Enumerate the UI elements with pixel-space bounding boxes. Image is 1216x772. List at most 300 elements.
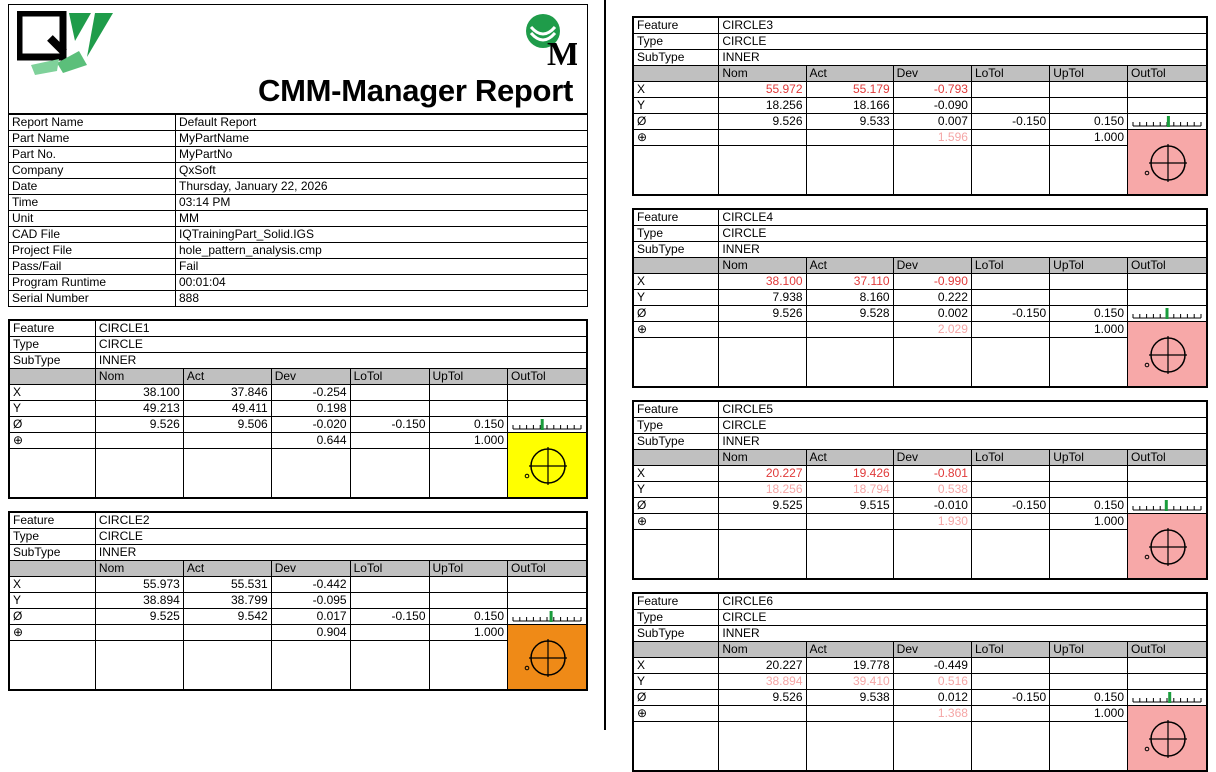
measure-row [634,114,1207,130]
status-swatch [1128,130,1207,195]
subtype-label: SubType [10,545,96,561]
out-of-tolerance-gauge [1128,690,1207,706]
info-key: Project File [9,243,176,259]
feature-block [632,592,1208,772]
measure-row [10,609,587,625]
measure-row [634,82,1207,98]
measure-label: Ø [634,690,719,706]
subtype-value: INNER [719,434,1207,450]
info-row [9,163,588,179]
measure-row [634,130,1207,146]
measure-act: 9.515 [806,498,893,514]
measure-dev: 2.029 [893,322,971,338]
type-label: Type [634,34,719,50]
measure-lotol [971,274,1049,290]
measure-row [634,498,1207,514]
circle-feature-icon [508,625,586,689]
measure-act: 9.528 [806,306,893,322]
info-value: 03:14 PM [176,195,588,211]
subtype-value: INNER [95,545,586,561]
feature-subtype-row [634,626,1207,642]
measure-header-row [10,561,587,577]
subtype-value: INNER [719,50,1207,66]
circle-feature-icon [508,433,586,497]
col-blank [634,258,719,274]
measure-lotol: -0.150 [350,417,429,433]
spacer-cell [1050,146,1128,195]
col-dev: Dev [893,450,971,466]
measure-nom: 49.213 [95,401,183,417]
info-row [9,211,588,227]
measure-act: 19.426 [806,466,893,482]
out-of-tolerance-cell [1128,658,1207,674]
measure-uptol: 1.000 [1050,322,1128,338]
measure-dev: -0.020 [271,417,350,433]
type-value: CIRCLE [719,418,1207,434]
feature-name: CIRCLE3 [719,18,1207,34]
info-key: Serial Number [9,291,176,307]
out-of-tolerance-cell [1128,290,1207,306]
out-of-tolerance-gauge [508,417,587,433]
measure-uptol [429,385,507,401]
feature-label: Feature [634,594,719,610]
measure-uptol [1050,482,1128,498]
feature-type-row [10,529,587,545]
measure-dev: -0.090 [893,98,971,114]
measure-row [634,690,1207,706]
measure-dev: 0.644 [271,433,350,449]
measure-uptol [1050,98,1128,114]
measure-uptol: 1.000 [1050,706,1128,722]
measure-row [634,674,1207,690]
info-key: Part Name [9,131,176,147]
measure-dev: -0.442 [271,577,350,593]
col-lotol: LoTol [971,450,1049,466]
report-header [8,4,588,114]
info-value: QxSoft [176,163,588,179]
info-row [9,115,588,131]
measure-nom: 9.526 [719,306,806,322]
measure-dev: -0.801 [893,466,971,482]
col-uptol: UpTol [1050,450,1128,466]
col-lotol: LoTol [350,369,429,385]
measure-nom [719,706,806,722]
measure-act: 49.411 [183,401,271,417]
measure-label: Ø [10,609,96,625]
measure-row [10,401,587,417]
spacer-cell [634,338,719,387]
feature-name-row [10,513,587,529]
measure-act: 9.533 [806,114,893,130]
measure-uptol [429,593,507,609]
type-label: Type [634,226,719,242]
info-key: Unit [9,211,176,227]
out-of-tolerance-gauge [1128,114,1207,130]
info-key: Time [9,195,176,211]
col-outtol: OutTol [508,561,587,577]
measure-nom: 18.256 [719,98,806,114]
feature-name-row [634,18,1207,34]
spacer-cell [95,641,183,690]
col-act: Act [806,66,893,82]
status-swatch [1128,706,1207,771]
feature-name-row [634,594,1207,610]
col-nom: Nom [95,369,183,385]
spacer-cell [971,722,1049,771]
status-swatch [1128,514,1207,579]
measure-dev: -0.095 [271,593,350,609]
swatch-spacer-row [10,449,587,498]
measure-nom: 9.525 [719,498,806,514]
spacer-cell [806,146,893,195]
spacer-cell [350,641,429,690]
measure-nom: 9.525 [95,609,183,625]
spacer-cell [634,722,719,771]
type-value: CIRCLE [719,610,1207,626]
measure-lotol [971,290,1049,306]
col-dev: Dev [893,642,971,658]
subtype-value: INNER [719,242,1207,258]
measure-uptol: 1.000 [429,433,507,449]
feature-subtype-row [10,353,587,369]
feature-subtype-row [634,434,1207,450]
spacer-cell [893,146,971,195]
measure-lotol: -0.150 [971,114,1049,130]
swatch-spacer-row [10,641,587,690]
spacer-cell [95,449,183,498]
measure-act: 37.110 [806,274,893,290]
circle-feature-icon [1128,130,1206,194]
feature-name: CIRCLE2 [95,513,586,529]
measure-uptol: 0.150 [1050,498,1128,514]
col-uptol: UpTol [1050,258,1128,274]
spacer-cell [806,722,893,771]
measure-dev: 1.596 [893,130,971,146]
spacer-cell [806,338,893,387]
measure-uptol [1050,674,1128,690]
measure-uptol [1050,466,1128,482]
info-value: MyPartNo [176,147,588,163]
col-blank [10,561,96,577]
measure-dev: 1.368 [893,706,971,722]
measure-label: ⊕ [634,706,719,722]
measure-dev: -0.990 [893,274,971,290]
col-dev: Dev [271,369,350,385]
measure-nom: 38.100 [95,385,183,401]
subtype-label: SubType [634,242,719,258]
feature-subtype-row [10,545,587,561]
measure-act: 19.778 [806,658,893,674]
spacer-cell [634,146,719,195]
col-nom: Nom [719,450,806,466]
measure-uptol: 1.000 [429,625,507,641]
feature-name: CIRCLE4 [719,210,1207,226]
type-label: Type [634,418,719,434]
measure-uptol: 0.150 [1050,690,1128,706]
info-value: Thursday, January 22, 2026 [176,179,588,195]
measure-row [634,706,1207,722]
measure-row [10,577,587,593]
measure-nom [719,514,806,530]
measure-act [806,130,893,146]
measure-nom: 38.894 [95,593,183,609]
info-key: Company [9,163,176,179]
col-outtol: OutTol [1128,450,1207,466]
info-value: MM [176,211,588,227]
measure-lotol [971,482,1049,498]
measure-act [806,514,893,530]
spacer-cell [971,338,1049,387]
out-of-tolerance-cell [508,577,587,593]
column-divider [604,0,606,730]
out-of-tolerance-gauge [508,609,587,625]
spacer-cell [719,722,806,771]
measure-lotol [971,706,1049,722]
feature-label: Feature [634,402,719,418]
measure-label: ⊕ [10,433,96,449]
measure-dev: -0.793 [893,82,971,98]
col-dev: Dev [893,258,971,274]
col-uptol: UpTol [429,561,507,577]
measure-uptol [429,577,507,593]
col-act: Act [806,450,893,466]
measure-uptol: 1.000 [1050,130,1128,146]
measure-lotol [971,98,1049,114]
right-column [632,4,1208,772]
measure-row [634,322,1207,338]
measure-nom: 7.938 [719,290,806,306]
measure-lotol [350,577,429,593]
measure-row [10,385,587,401]
measure-header-row [634,258,1207,274]
out-of-tolerance-cell [508,385,587,401]
measure-label: ⊕ [10,625,96,641]
info-row [9,259,588,275]
measure-nom: 9.526 [719,114,806,130]
measure-act: 55.531 [183,577,271,593]
svg-text:M: M [547,36,577,69]
info-value: IQTrainingPart_Solid.IGS [176,227,588,243]
swatch-spacer-row [634,530,1207,579]
col-outtol: OutTol [508,369,587,385]
type-label: Type [634,610,719,626]
spacer-cell [183,641,271,690]
spacer-cell [634,530,719,579]
measure-lotol [350,433,429,449]
spacer-cell [893,338,971,387]
measure-nom: 55.972 [719,82,806,98]
out-of-tolerance-gauge [1128,498,1207,514]
type-label: Type [10,337,96,353]
col-blank [634,450,719,466]
measure-lotol [971,658,1049,674]
measure-act: 38.799 [183,593,271,609]
measure-dev: 1.930 [893,514,971,530]
feature-name-row [634,402,1207,418]
info-value: MyPartName [176,131,588,147]
measure-row [634,98,1207,114]
measure-uptol [1050,290,1128,306]
col-act: Act [183,561,271,577]
info-row [9,275,588,291]
circle-feature-icon [1128,514,1206,578]
spacer-cell [806,530,893,579]
measure-label: X [10,577,96,593]
col-nom: Nom [719,258,806,274]
subtype-label: SubType [634,434,719,450]
measure-nom: 38.100 [719,274,806,290]
measure-row [634,466,1207,482]
feature-subtype-row [634,242,1207,258]
out-of-tolerance-cell [1128,482,1207,498]
measure-label: Y [634,290,719,306]
out-of-tolerance-cell [508,401,587,417]
spacer-cell [183,449,271,498]
col-lotol: LoTol [350,561,429,577]
measure-lotol [971,82,1049,98]
measure-uptol: 0.150 [429,609,507,625]
spacer-cell [1050,722,1128,771]
measure-nom: 9.526 [719,690,806,706]
feature-label: Feature [634,210,719,226]
measure-act: 18.166 [806,98,893,114]
measure-act: 9.506 [183,417,271,433]
measure-act: 9.542 [183,609,271,625]
measure-nom: 18.256 [719,482,806,498]
measure-header-row [10,369,587,385]
info-key: Program Runtime [9,275,176,291]
measure-header-row [634,66,1207,82]
feature-block [632,208,1208,388]
measure-act [806,706,893,722]
out-of-tolerance-cell [508,593,587,609]
col-uptol: UpTol [1050,642,1128,658]
feature-label: Feature [634,18,719,34]
measure-label: Y [10,593,96,609]
col-act: Act [806,258,893,274]
measure-label: ⊕ [634,322,719,338]
measure-lotol [971,514,1049,530]
measure-dev: 0.904 [271,625,350,641]
measure-uptol [1050,274,1128,290]
measure-lotol: -0.150 [971,306,1049,322]
col-dev: Dev [893,66,971,82]
measure-uptol: 0.150 [1050,114,1128,130]
feature-block [632,400,1208,580]
measure-nom: 20.227 [719,658,806,674]
spacer-cell [971,146,1049,195]
circle-feature-icon [1128,322,1206,386]
subtype-value: INNER [95,353,586,369]
col-act: Act [183,369,271,385]
col-dev: Dev [271,561,350,577]
measure-act [806,322,893,338]
spacer-cell [1050,338,1128,387]
feature-type-row [634,34,1207,50]
col-blank [634,642,719,658]
spacer-cell [893,530,971,579]
measure-dev: 0.222 [893,290,971,306]
measure-act: 39.410 [806,674,893,690]
measure-row [10,433,587,449]
measure-row [10,593,587,609]
measure-lotol [971,130,1049,146]
info-key: Date [9,179,176,195]
measure-dev: 0.538 [893,482,971,498]
measure-label: X [634,274,719,290]
info-row [9,243,588,259]
feature-name-row [10,321,587,337]
measure-uptol [1050,82,1128,98]
measure-act: 37.846 [183,385,271,401]
feature-block [8,319,588,499]
measure-nom [719,322,806,338]
measure-label: Y [634,98,719,114]
circle-feature-icon [1128,706,1206,770]
spacer-cell [271,449,350,498]
measure-lotol [350,593,429,609]
type-value: CIRCLE [95,529,586,545]
left-column [8,4,588,691]
type-value: CIRCLE [95,337,586,353]
measure-row [634,306,1207,322]
measure-lotol [350,625,429,641]
measure-lotol [971,674,1049,690]
info-key: CAD File [9,227,176,243]
info-value: Fail [176,259,588,275]
feature-label: Feature [10,321,96,337]
measure-lotol: -0.150 [971,690,1049,706]
measure-row [634,482,1207,498]
spacer-cell [719,530,806,579]
page-title: CMM-Manager Report [258,73,573,108]
spacer-cell [10,449,96,498]
col-outtol: OutTol [1128,66,1207,82]
out-of-tolerance-cell [1128,674,1207,690]
feature-block [8,511,588,691]
measure-act: 18.794 [806,482,893,498]
col-outtol: OutTol [1128,642,1207,658]
spacer-cell [971,530,1049,579]
measure-lotol [350,385,429,401]
feature-name: CIRCLE6 [719,594,1207,610]
report-info-table [8,114,588,307]
out-of-tolerance-cell [1128,274,1207,290]
measure-act: 9.538 [806,690,893,706]
measure-header-row [634,642,1207,658]
measure-dev: 0.198 [271,401,350,417]
subtype-value: INNER [719,626,1207,642]
feature-subtype-row [634,50,1207,66]
measure-nom [95,625,183,641]
measure-dev: -0.010 [893,498,971,514]
measure-uptol: 0.150 [429,417,507,433]
measure-label: Ø [634,498,719,514]
info-key: Report Name [9,115,176,131]
spacer-cell [893,722,971,771]
type-label: Type [10,529,96,545]
measure-nom: 55.973 [95,577,183,593]
measure-row [10,625,587,641]
measure-row [634,274,1207,290]
measure-label: X [634,658,719,674]
measure-lotol [971,322,1049,338]
measure-row [634,290,1207,306]
out-of-tolerance-cell [1128,82,1207,98]
measure-act: 8.160 [806,290,893,306]
out-of-tolerance-cell [1128,98,1207,114]
info-value: 888 [176,291,588,307]
